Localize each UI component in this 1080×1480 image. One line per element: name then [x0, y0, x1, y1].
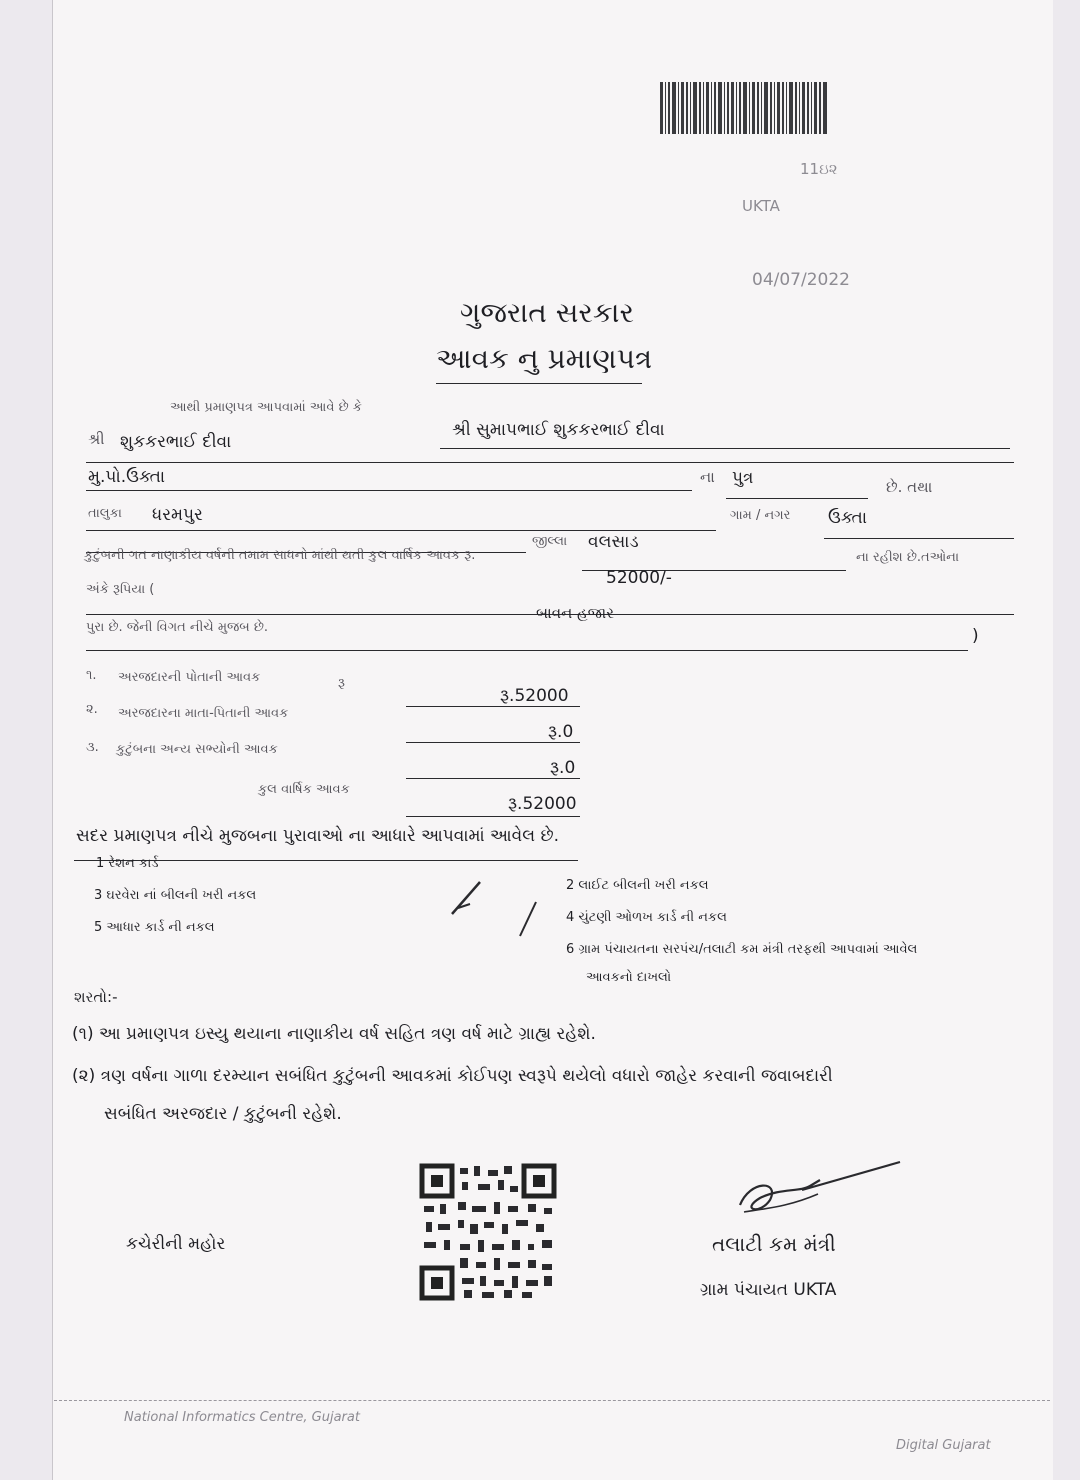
close-paren: ): [972, 626, 979, 646]
doc-title: આવક નુ પ્રમાણપત્ર: [436, 342, 653, 375]
gam: ઉક્તા: [828, 508, 867, 528]
family-income-text: કુટુંબની ગત નાણાકીય વર્ષની તમામ સાધનો માંથી થતી કુલ વાર્ષિક આવક રૂ.: [84, 548, 476, 563]
condition-1: (૧) આ પ્રમાણપત્ર ઇસ્યુ થયાના નાણાકીય વર્ષ સહિત ત્રણ વર્ષ માટે ગ્રાહ્ય રહેશે.: [72, 1024, 596, 1044]
income-row-label: અરજદારની પોતાની આવક: [118, 670, 261, 685]
income-words: બાવન હજાર: [536, 604, 614, 622]
conditions-heading: શરતો:-: [74, 988, 118, 1006]
form-intro: આથી પ્રમાણપત્ર આપવામાં આવે છે કે: [170, 400, 362, 415]
pen-marks: [440, 874, 560, 944]
jilla: વલસાડ: [588, 532, 639, 552]
gov-title: ગુજરાત સરકાર: [460, 296, 634, 329]
income-row-value: રૂ.52000: [500, 686, 569, 706]
jilla-label: જીલ્લા: [532, 534, 568, 549]
words-prefix: અંકે રૂપિયા (: [86, 582, 155, 597]
evidence-heading: સદર પ્રમાણપત્ર નીચે મુજબના પુરાવાઓ ના આધારે આપવામાં આવેલ છે.: [76, 826, 560, 846]
header-office: UKTA: [742, 197, 780, 215]
evidence-item: 6 ગ્રામ પંચાયતના સરપંચ/તલાટી કમ મંત્રી તરફથી આપવામાં આવેલ: [566, 942, 918, 957]
income-row-value: રૂ.0: [548, 722, 574, 742]
condition-2a: (૨) ત્રણ વર્ષના ગાળા દરમ્યાન સબંધિત કુટુંબની આવકમાં કોઈપણ સ્વરૂપે થયેલો વધારો જાહેર કરવાની જવાબદારી: [72, 1066, 833, 1086]
applicant-name: શ્રી સુમાપભાઈ શુકકરભાઈ દીવા: [452, 420, 665, 440]
income-total-label: કુલ વાર્ષિક આવક: [258, 782, 350, 797]
evidence-item: 5 આધાર કાર્ડ ની નકલ: [94, 920, 215, 935]
taluka: ધરમપુર: [152, 505, 203, 525]
income-row-no: ૨.: [86, 702, 98, 717]
digital-gujarat: Digital Gujarat: [896, 1438, 991, 1453]
barcode: [660, 82, 875, 134]
income-row-label: કુટુંબના અન્ય સભ્યોની આવક: [116, 742, 278, 757]
detail-text: પુરા છે. જેની વિગત નીચે મુજબ છે.: [86, 620, 269, 635]
evidence-item: 3 ઘરવેરા નાં બીલની ખરી નકલ: [94, 888, 257, 903]
income-row-no: ૧.: [86, 668, 97, 683]
evidence-item: 4 ચુંટણી ઓળખ કાર્ડ ની નકલ: [566, 910, 727, 925]
income-total-value: રૂ.52000: [508, 794, 577, 814]
father-name: શુકકરભાઈ દીવા: [120, 432, 232, 452]
income-row-rs: રૂ: [338, 676, 345, 691]
taluka-label: તાલુકા: [88, 506, 122, 521]
condition-2b: સબંધિત અરજદાર / કુટુંબની રહેશે.: [104, 1104, 342, 1124]
income-row-label: અરજદારના માતા-પિતાની આવક: [118, 706, 289, 721]
na-label: ના: [700, 468, 715, 486]
relation: પુત્ર: [732, 468, 754, 488]
evidence-item: આવકનો દાખલો: [586, 970, 672, 985]
income-row-value: રૂ.0: [550, 758, 576, 778]
doc-title-underline: [436, 383, 642, 384]
income-amount: 52000/-: [606, 568, 672, 588]
office-name: ગ્રામ પંચાયત UKTA: [700, 1280, 837, 1300]
chhe-tatha: છે. તથા: [886, 478, 933, 496]
evidence-item: 1 રેશન કાર્ડ: [96, 856, 159, 871]
evidence-item: 2 લાઈટ બીલની ખરી નકલ: [566, 878, 709, 893]
seal-label: કચેરીની મહોર: [126, 1234, 226, 1254]
header-date: 04/07/2022: [752, 270, 850, 290]
header-ref: 11ઇ૨: [800, 160, 838, 178]
qr-code: [418, 1162, 558, 1302]
father-prefix: શ્રી: [88, 430, 105, 448]
source-text: National Informatics Centre, Gujarat: [124, 1410, 360, 1425]
officer-title: તલાટી કમ મંત્રી: [712, 1232, 836, 1256]
address: મુ.પો.ઉક્તા: [88, 467, 166, 487]
income-row-no: ૩.: [86, 740, 99, 755]
gam-label: ગામ / નગર: [730, 508, 791, 523]
signature: [700, 1150, 920, 1230]
resident-suffix: ના રહીશ છે.તઓના: [856, 550, 960, 565]
